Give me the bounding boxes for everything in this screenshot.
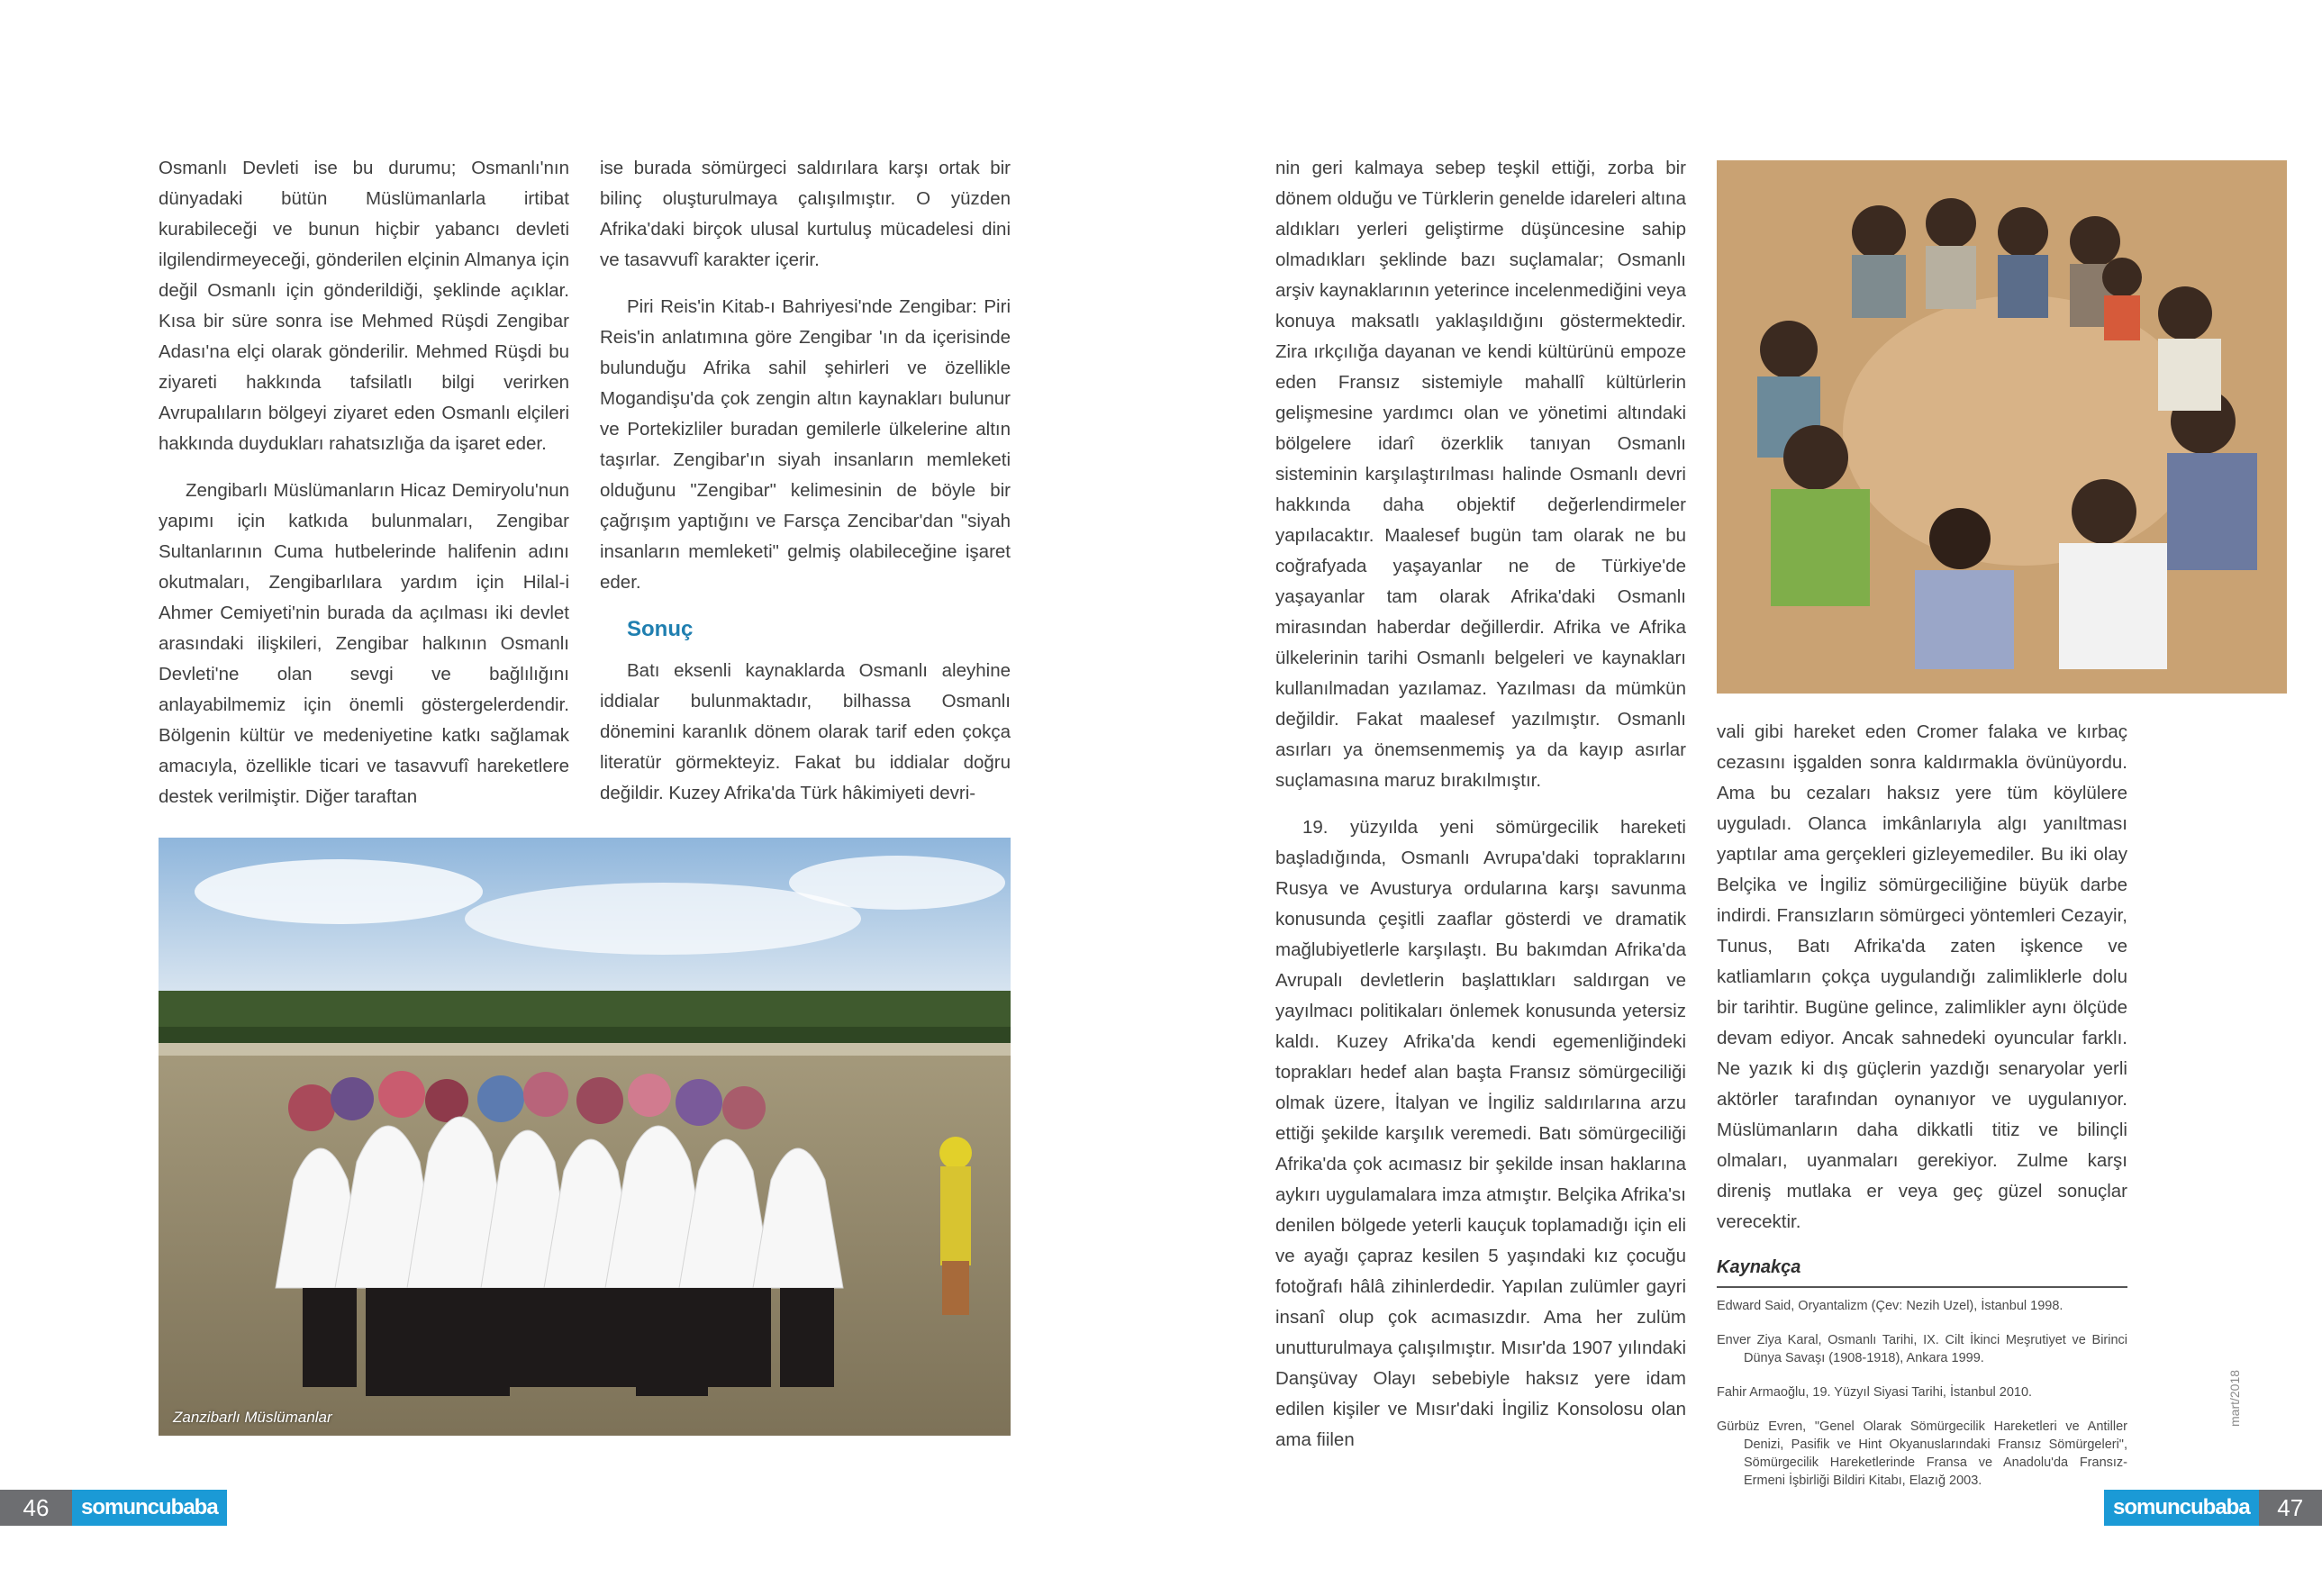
left-column-2 <box>600 153 1011 825</box>
paragraph: 19. yüzyılda yeni sömürgecilik hareketi başladığında, Osmanlı Avrupa'daki topraklarını Rusya ve Avusturya ordularına karşı savunma konusunda çeşitli zaaflar gösterdi ve dramatik mağlubiyetlerle karşılaştı. Bu bakımdan Afrika'da Avrupalı devletlerin başlattıkları saldırgan ve yayılmacı politikaları önlemek konusunda yetersiz kaldı. Kuzey Afrika'da kendi egemenliğindeki toprakları hedef alan başta Fransız sömürgeciliği olmak üzere, İtalyan ve İngiliz saldırılarına arzu ettiği şekilde karşılık veremedi. Batı sömürgeciliği Afrika'da çok acımasız bir şekilde insan haklarına aykırı uygulamalara imza atmıştır. Belçika Afrika'sı denilen bölgede yeterli kauçuk toplamadığı için eli ve ayağı çapraz kesilen 5 yaşındaki kız çocuğu fotoğrafı hâlâ zihinlerdedir. Yapılan zulümler gayri insanî olup çok acımasızdır. Ama her zulüm unutturulmaya çalışılmıştır. Mısır'da 1907 yılındaki Danşüvay Olayı sebebiyle haksız yere idam edilen kişiler ve Mısır'daki İngiliz Konsolosu olan ama fiilen <box>1275 817 1686 1450</box>
reference-item: Fahir Armaoğlu, 19. Yüzyıl Siyasi Tarihi, İstanbul 2010. <box>1717 1385 2033 1400</box>
right-column-2 <box>1717 717 2127 1506</box>
references-heading: Kaynakça <box>1717 1252 2127 1288</box>
photo-illustration <box>1717 160 2287 694</box>
paragraph: Zengibarlı Müslümanların Hicaz Demiryolu'nun yapımı için katkıda bulunmaları, Zengibar Sultanlarının Cuma hutbelerinde halifenin adını okutmaları, Zengibarlılara yardım için Hilal-i Ahmer Cemiyeti'nin burada da açılması iki devlet arasındaki ilişkileri, Zengibar halkının Osmanlı Devleti'ne olan sevgi ve bağlılığını anlayabilmemiz için önemli göstergelerdendir. Bölgenin kültür ve medeniyetine katkı sağlamak amacıyla, özellikle ticari ve tasavvufî hareketlere destek verilmiştir. Diğer taraftan <box>159 480 569 807</box>
left-column-1 <box>159 153 569 829</box>
photo-illustration <box>159 838 1011 1436</box>
paragraph: vali gibi hareket eden Cromer falaka ve kırbaç cezasını işgalden sonra kaldırmakla övünüyordu. Ama bu cezaları haksız yere tüm köylülere uyguladı. Olanca imkânlarıyla algı yanıltması yaptılar ama gerçekleri gizleyemediler. Bu iki olay Belçika ve İngiliz sömürgeciliğine büyük darbe indirdi. Fransızların sömürgeci yöntemleri Cezayir, Tunus, Batı Afrika'da zaten işkence ve katliamların çokça uygulandığı zalimliklerle dolu bir tarihtir. Bugüne gelince, zalimlikler aynı ölçüde devam ediyor. Ancak sahnedeki oyuncular farklı. Ne yazık ki dış güçlerin yazdığı senaryolar yerli aktörler tarafından oynanıyor ve uygulanıyor. Müslümanların daha dikkatli titiz ve bilinçli olmaları, uyanmaları gerekiyor. Zulme karşı direniş mutlaka er veya geç güzel sonuçlar verecektir. <box>1717 721 2127 1232</box>
reference-item: Edward Said, Oryantalizm (Çev: Nezih Uzel), İstanbul 1998. <box>1717 1299 2063 1313</box>
paragraph: nin geri kalmaya sebep teşkil ettiği, zorba bir dönem olduğu ve Türklerin genelde idareleri altına aldıkları yerleri geliştirme düşüncesine sahip olmadıkları şeklinde bazı suçlamalar; Osmanlı arşiv kaynaklarının yeterince incelenmediğini veya konuya maksatlı yaklaşıldığını göstermektedir. Zira ırkçılığa dayanan ve kendi kültürünü empoze eden Fransız sistemiyle mahallî kültürlerin gelişmesine yardımcı olan ve yönetimi altındaki bölgelere idarî özerklik tanıyan Osmanlı sisteminin karşılaştırılması halinde Osmanlı devri hakkında daha objektif değerlendirmeler yapılacaktır. Maalesef bugün tam olarak ne bu coğrafyada yaşayanlar ne de Türkiye'de yaşayanlar tam olarak Afrika'daki Osmanlı mirasından haberdar değillerdir. Afrika ve Afrika ülkelerinin tarihi Osmanlı belgeleri ve kaynakları kullanılmadan yazılamaz. Yazılması da mümkün değildir. Fakat maalesef yazılmıştır. Osmanlı asırları ya önemsenmemiş ya da kayıp asırlar suçlamasına maruz bırakılmıştır. <box>1275 158 1686 791</box>
children-circle-photo <box>1717 160 2287 694</box>
brand-logo-left: somuncubaba <box>72 1490 227 1526</box>
paragraph: Batı eksenli kaynaklarda Osmanlı aleyhine iddialar bulunmaktadır, bilhassa Osmanlı dönemini karanlık dönem olarak tarif eden çokça literatür görmekteyiz. Fakat bu iddialar doğru değildir. Kuzey Afrika'da Türk hâkimiyeti devri- <box>600 660 1011 803</box>
zanzibar-muslims-photo <box>159 838 1011 1436</box>
paragraph: Piri Reis'in Kitab-ı Bahriyesi'nde Zengibar: Piri Reis'in anlatımına göre Zengibar 'ın da içerisinde bulunduğu Afrika sahil şehirleri ve özellikle Mogandişu'da çok zengin altın kaynakları bulunur ve Portekizliler buradan gemilerle ülkelerine altın taşırlar. Zengibar'ın siyah insanların memleketi olduğunu "Zengibar" kelimesinin de böyle bir çağrışım yaptığını ve Farsça Zencibar'dan "siyah insanların memleketi" gelmiş olabileceğine işaret eder. <box>600 296 1011 593</box>
reference-item: Enver Ziya Karal, Osmanlı Tarihi, IX. Cilt İkinci Meşrutiyet ve Birinci Dünya Savaşı (1908-1918), Ankara 1999. <box>1717 1333 2127 1365</box>
issue-date: mart/2018 <box>2227 1369 2242 1427</box>
brand-logo-right: somuncubaba <box>2104 1490 2259 1526</box>
section-heading-sonuc: Sonuç <box>627 617 694 641</box>
right-footer <box>2104 1490 2322 1526</box>
paragraph: ise burada sömürgeci saldırılara karşı ortak bir bilinç oluşturulmaya çalışılmıştır. O yüzden Afrika'daki birçok ulusal kurtuluş mücadelesi dini ve tasavvufî karakter içerir. <box>600 158 1011 270</box>
right-column-1 <box>1275 153 1686 1472</box>
page-number-left: 46 <box>0 1490 72 1526</box>
reference-item: Gürbüz Evren, "Genel Olarak Sömürgecilik Hareketleri ve Antiller Denizi, Pasifik ve Hint Okyanuslarındaki Fransız Sömürgeleri", Sömürgecilik Hareketlerinde Fransa ve Anadolu'da Fransız-Ermeni İşbirliği Bildiri Kitabı, Elazığ 2003. <box>1717 1419 2127 1488</box>
page-number-right: 47 <box>2259 1490 2322 1526</box>
left-footer <box>0 1490 227 1526</box>
photo-caption: Zanzibarlı Müslümanlar <box>173 1409 332 1426</box>
paragraph: Osmanlı Devleti ise bu durumu; Osmanlı'nın dünyadaki bütün Müslümanlarla irtibat kurabileceği ve bunun hiçbir yabancı devleti ilgilendirmeyeceği, gönderilen elçinin Almanya için değil Osmanlı için gönderildiği, şeklinde açıklar. Kısa bir süre sonra ise Mehmed Rüşdi Zengibar Adası'na elçi olarak gönderilir. Mehmed Rüşdi bu ziyareti hakkında tafsilatlı bilgi verirken Avrupalıların bölgeyi ziyaret eden Osmanlı elçileri hakkında duydukları rahatsızlığa da işaret eder. <box>159 158 569 454</box>
